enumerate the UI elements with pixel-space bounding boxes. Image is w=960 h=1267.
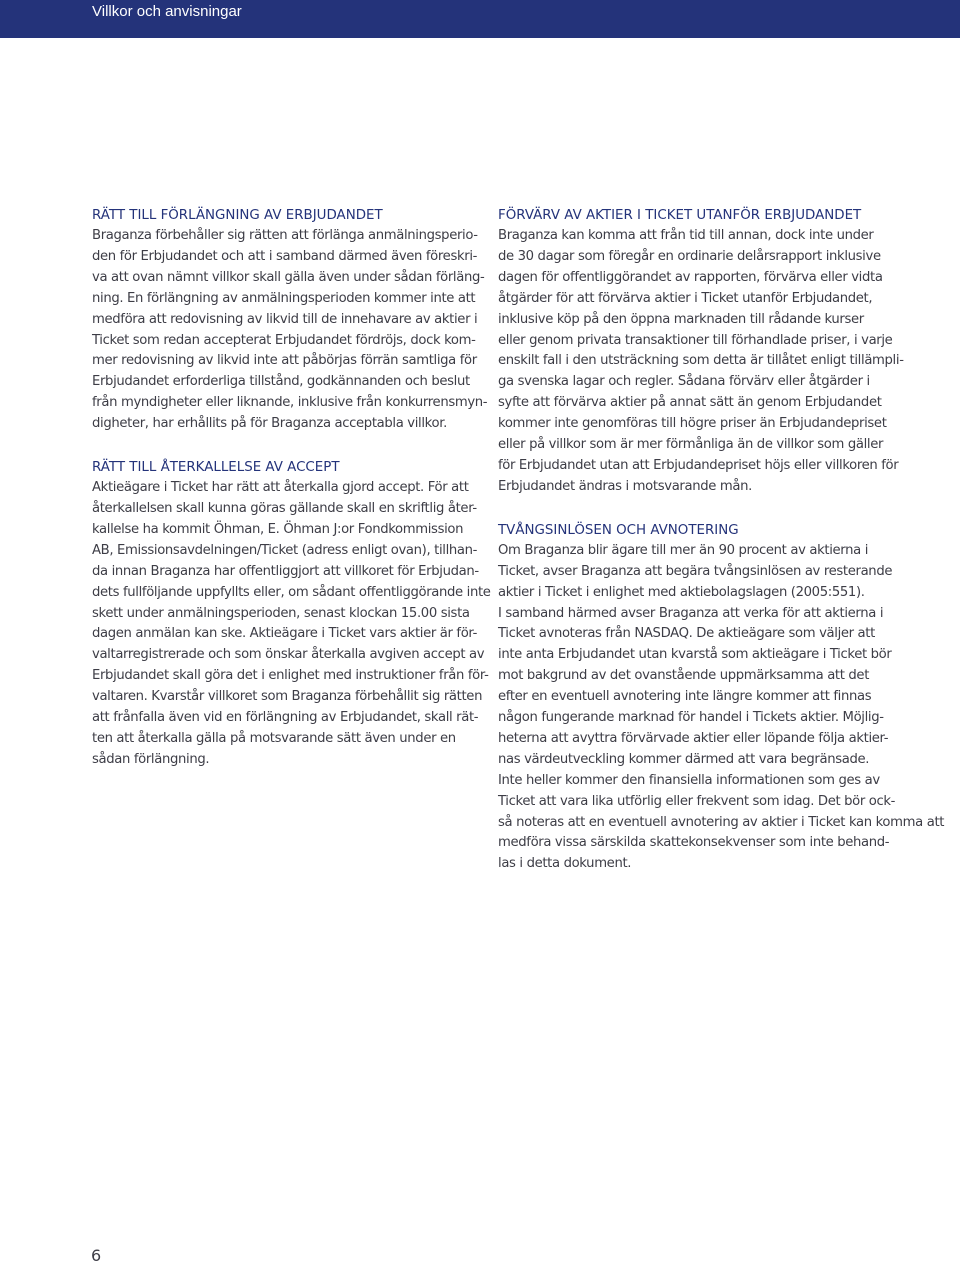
left-column [92, 205, 491, 771]
text-line: Ticket, avser Braganza att begära tvångsinlösen av resterande [498, 563, 893, 579]
text-line: kommer inte genomföras till högre priser än Erbjudandepriset [498, 416, 887, 432]
section-forlangning [92, 205, 488, 435]
text-line: Ticket avnoteras från NASDAQ. De aktieägare som väljer att [498, 626, 875, 642]
text-line: Erbjudandet ändras i motsvarande mån. [498, 478, 752, 494]
text-line: efter en eventuell avnotering inte längre kommer att finnas [498, 689, 872, 705]
text-line: da innan Braganza har offentliggjort att villkoret för Erbjudan- [92, 563, 479, 579]
text-line: kallelse ha kommit Öhman, E. Öhman J:or Fondkommission [92, 521, 464, 537]
text-line: eller på villkor som är mer förmånliga än de villkor som gäller [498, 437, 884, 453]
text-line: medföra att redovisning av likvid till de innehavare av aktier i [92, 311, 478, 327]
text-line: de 30 dagar som föregår en ordinarie delårsrapport inklusive [498, 248, 881, 264]
text-line: medföra vissa särskilda skattekonsekvenser som inte behand- [498, 835, 890, 851]
text-line: att frånfalla även vid en förlängning av Erbjudandet, skall rät- [92, 710, 479, 726]
text-line: Om Braganza blir ägare till mer än 90 procent av aktierna i [498, 542, 869, 558]
text-line: dagen för offentliggörandet av rapporten, förvärva eller vidta [498, 269, 883, 285]
text-line: las i detta dokument. [498, 856, 632, 872]
text-line: valtarregistrerade och som önskar återkalla avgiven accept av [92, 647, 485, 663]
text-line: någon fungerande marknad för handel i Tickets aktier. Möjlig- [498, 710, 884, 726]
text-line: den för Erbjudandet och att i samband därmed även föreskri- [92, 248, 478, 264]
text-line: va att ovan nämnt villkor skall gälla även under sådan förläng- [92, 269, 485, 285]
text-line: Aktieägare i Ticket har rätt att återkalla gjord accept. För att [92, 480, 469, 496]
text-line: Ticket att vara lika utförlig eller frekvent som idag. Det bör ock- [498, 793, 896, 809]
section-heading: RÄTT TILL FÖRLÄNGNING AV ERBJUDANDET [92, 208, 383, 223]
text-line: enskilt fall i den utsträckning som detta är tillåtet enligt tillämpli- [498, 353, 904, 369]
text-line: så noteras att en eventuell avnotering av aktier i Ticket kan komma att [498, 814, 945, 830]
text-line: mot bakgrund av det ovanstående uppmärksamma att det [498, 668, 870, 684]
text-line: dets fullföljande uppfyllts eller, om sådant offentliggörande inte [92, 584, 491, 600]
page-title: Villkor och anvisningar [92, 3, 242, 20]
section-heading: RÄTT TILL ÅTERKALLELSE AV ACCEPT [92, 460, 340, 476]
text-line: Braganza förbehåller sig rätten att förlänga anmälningsperio- [92, 228, 478, 243]
text-line: nas värdeutveckling kommer därmed att vara begränsade. [498, 751, 870, 767]
text-line: eller genom privata transaktioner till förhandlade priser, i varje [498, 332, 893, 348]
text-line: från myndigheter eller liknande, inklusive från konkurrensmyn- [92, 395, 488, 411]
text-line: Inte heller kommer den finansiella informationen som ges av [498, 772, 880, 788]
text-line: sådan förlängning. [92, 751, 210, 767]
text-line: Erbjudandet erforderliga tillstånd, godkännanden och beslut [92, 374, 470, 390]
text-line: ten att återkalla gälla på motsvarande sätt även under en [92, 730, 456, 746]
section-body [92, 226, 488, 435]
text-line: för Erbjudandet utan att Erbjudandepriset höjs eller villkoren för [498, 457, 899, 473]
header-bar [0, 0, 960, 38]
text-line: Erbjudandet skall göra det i enlighet med instruktioner från för- [92, 668, 489, 684]
text-line: Braganza kan komma att från tid till annan, dock inte under [498, 228, 874, 243]
section-aterkallelse [92, 457, 491, 771]
text-line: ga svenska lagar och regler. Sådana förvärv eller åtgärder i [498, 374, 870, 390]
text-line: AB, Emissionsavdelningen/Ticket (adress enligt ovan), tillhan- [92, 542, 478, 558]
text-line: ning. En förlängning av anmälningsperioden kommer inte att [92, 290, 476, 306]
section-forvarv [498, 205, 904, 498]
section-body [498, 226, 904, 498]
right-column [498, 205, 945, 875]
text-line: inklusive köp på den öppna marknaden till rådande kurser [498, 311, 864, 327]
text-line: åtgärder för att förvärva aktier i Ticket utanför Erbjudandet, [498, 290, 873, 306]
section-heading: TVÅNGSINLÖSEN OCH AVNOTERING [498, 522, 739, 538]
text-line: mer redovisning av likvid inte att påbörjas förrän samtliga för [92, 353, 477, 369]
section-body [92, 478, 491, 771]
section-tvangsinlosen [498, 520, 945, 876]
section-body [498, 541, 945, 876]
text-line: I samband härmed avser Braganza att verka för att aktierna i [498, 605, 884, 621]
text-line: digheter, har erhållits på för Braganza acceptabla villkor. [92, 416, 447, 432]
text-line: skett under anmälningsperioden, senast klockan 15.00 sista [92, 605, 470, 621]
text-line: återkallelsen skall kunna göras gällande skall en skriftlig åter- [92, 500, 477, 516]
page-number: 6 [91, 1246, 102, 1265]
text-line: Ticket som redan accepterat Erbjudandet fördröjs, dock kom- [92, 332, 476, 348]
text-line: dagen anmälan kan ske. Aktieägare i Ticket vars aktier är för- [92, 626, 478, 642]
text-line: inte anta Erbjudandet utan kvarstå som aktieägare i Ticket bör [498, 647, 892, 663]
text-line: aktier i Ticket i enlighet med aktiebolagslagen (2005:551). [498, 584, 865, 600]
section-heading: FÖRVÄRV AV AKTIER I TICKET UTANFÖR ERBJUDANDET [498, 208, 862, 223]
text-line: syfte att förvärva aktier på annat sätt än genom Erbjudandet [498, 395, 882, 411]
text-line: valtaren. Kvarstår villkoret som Braganza förbehållit sig rätten [92, 689, 483, 705]
text-line: heterna att avyttra förvärvade aktier eller löpande följa aktier- [498, 730, 889, 746]
